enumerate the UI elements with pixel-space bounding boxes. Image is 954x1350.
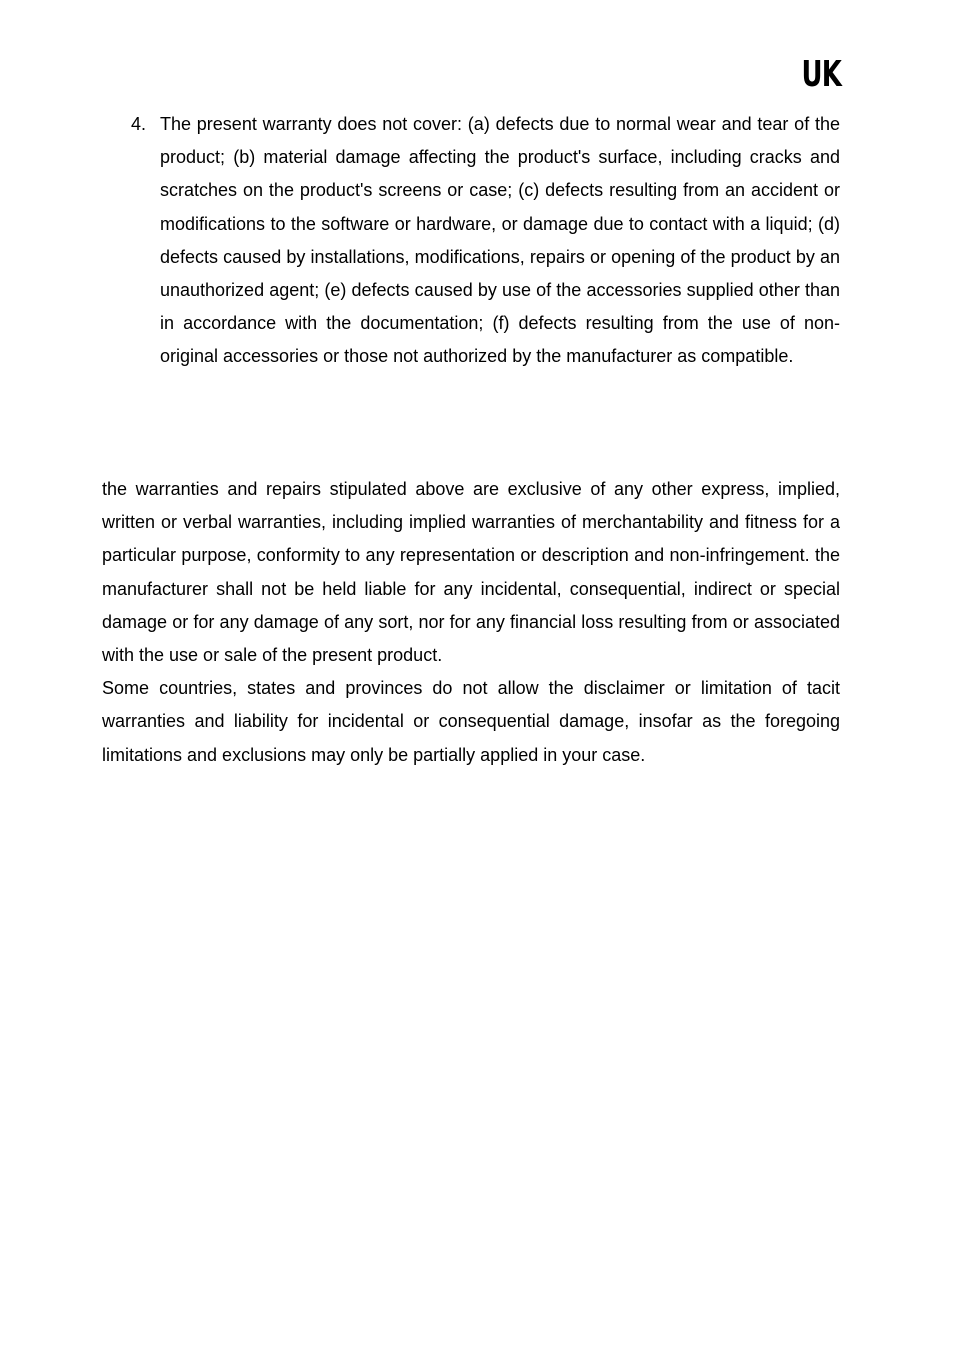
- list-item: [102, 108, 840, 374]
- list-item-number: 4.: [131, 114, 147, 134]
- jurisdiction-paragraph: Some countries, states and provinces do not allow the disclaimer or limitation of tacit warranties and liability for incidental or consequential damage, insofar as the foregoing limitations and exclusions may only be partially applied in your case.: [102, 678, 840, 765]
- list-item-text: The present warranty does not cover: (a) defects due to normal wear and tear of the product; (b) material damage affecting the product's surface, including cracks and scratches on the product's screens or case; (c) defects resulting from an accident or modifications to the software or hardware, or damage due to contact with a liquid; (d) defects caused by installations, modifications, repairs or opening of the product by an unauthorized agent; (e) defects caused by use of the accessories supplied other than in accordance with the documentation; (f) defects resulting from the use of non-original accessories or those not authorized by the manufacturer as compatible.: [160, 114, 840, 367]
- warranty-exclusions-list: [102, 108, 840, 374]
- page-label: UK: [801, 54, 841, 95]
- disclaimer-section: [102, 473, 840, 772]
- disclaimer-paragraph: the warranties and repairs stipulated above are exclusive of any other express, implied, written or verbal warranties, including implied warranties of merchantability and fitness for a particular purpose, conformity to any representation or description and non-infringement. the manufacturer shall not be held liable for any incidental, consequential, indirect or special damage or for any damage of any sort, nor for any financial loss resulting from or associated with the use or sale of the present product.: [102, 479, 840, 666]
